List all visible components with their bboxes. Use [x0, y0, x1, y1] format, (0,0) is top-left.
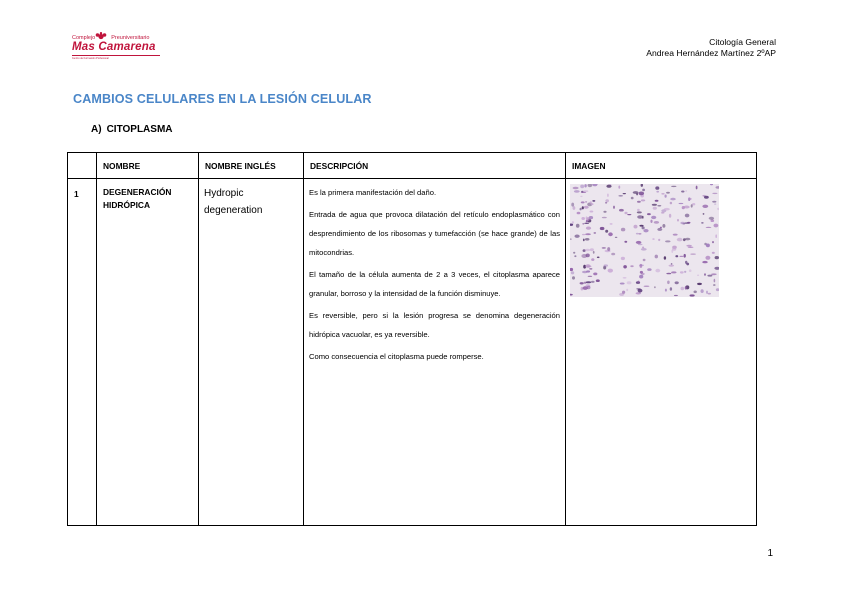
description-paragraph: Entrada de agua que provoca dilatación del retículo endoplasmático con desprendimiento de los ribosomas y tumefacción (se hace grande) de las mitocondrias. — [309, 210, 560, 257]
logo-name: Mas Camarena — [72, 41, 156, 53]
table-row — [68, 179, 757, 526]
row-number: 1 — [68, 179, 97, 526]
header-ingles: NOMBRE INGLÉS — [199, 153, 304, 179]
description-paragraph: Como consecuencia el citoplasma puede romperse. — [309, 352, 484, 361]
header-num — [68, 153, 97, 179]
description-paragraph: Es la primera manifestación del daño. — [309, 188, 437, 197]
row-name: DEGENERACIÓN HIDRÓPICA — [97, 179, 199, 526]
page-header — [646, 37, 776, 59]
logo-rule — [72, 55, 160, 56]
header-nombre: NOMBRE — [97, 153, 199, 179]
header-imagen: IMAGEN — [566, 153, 757, 179]
page-title: CAMBIOS CELULARES EN LA LESIÓN CELULAR — [73, 92, 372, 106]
logo-tagline: Centro de Formación Profesional — [72, 57, 109, 60]
row-description — [304, 179, 566, 526]
subject-label: Citología General — [709, 37, 776, 47]
page-number: 1 — [767, 548, 773, 559]
section-heading — [91, 124, 173, 135]
author-label: Andrea Hernández Martínez 2ºAP — [646, 48, 776, 58]
logo-top-text: Complejo Preuniversitario — [72, 35, 150, 41]
school-logo — [72, 32, 172, 62]
row-image-cell — [566, 179, 757, 526]
flower-icon — [94, 32, 108, 41]
section-text: CITOPLASMA — [106, 124, 173, 135]
cell-changes-table — [67, 152, 757, 526]
micrograph-image — [570, 184, 719, 297]
description-paragraph: El tamaño de la célula aumenta de 2 a 3 veces, el citoplasma aparece granular, borroso y la intensidad de la función disminuye. — [309, 270, 560, 298]
description-paragraph: Es reversible, pero si la lesión progresa se denomina degeneración hidrópica vacuolar, es ya reversible. — [309, 311, 560, 339]
row-english-name: Hydropic degeneration — [199, 179, 304, 526]
table-header-row — [68, 153, 757, 179]
header-descripcion: DESCRIPCIÓN — [304, 153, 566, 179]
section-label: A) — [91, 124, 102, 135]
